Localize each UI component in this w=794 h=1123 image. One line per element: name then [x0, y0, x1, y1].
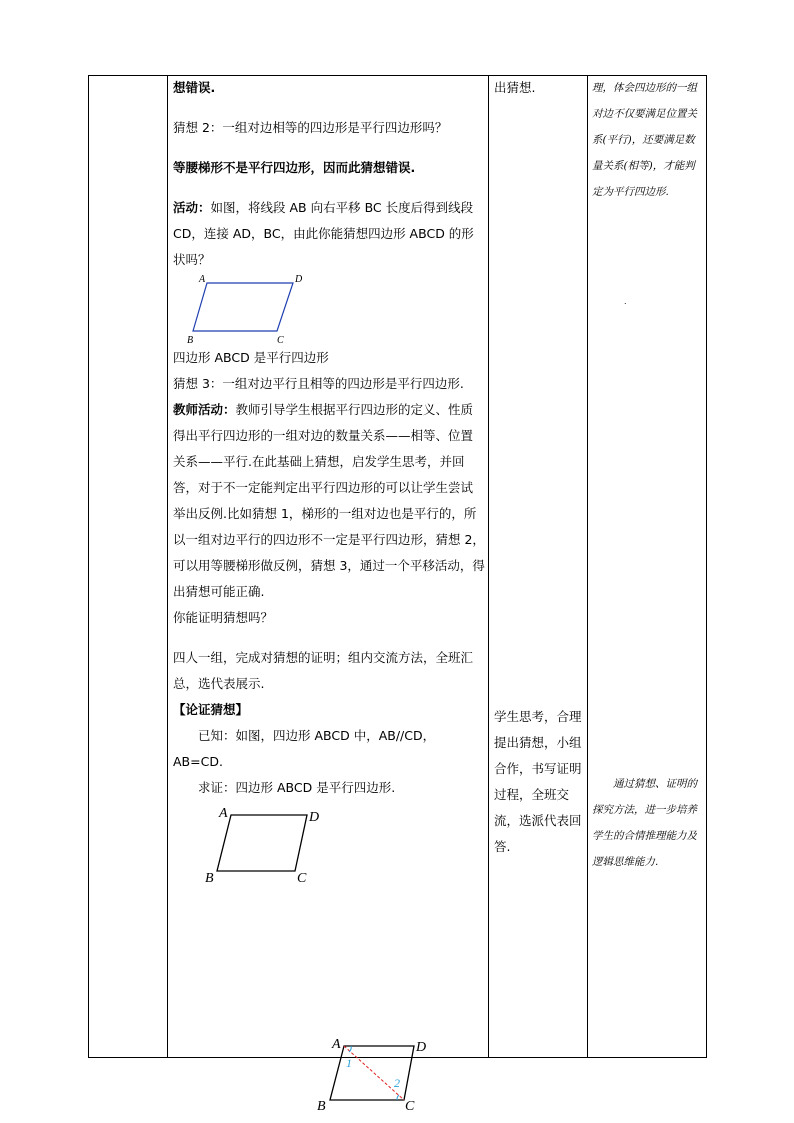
isosceles-trapezoid-note: 等腰梯形不是平行四边形，因而此猜想错误.: [173, 160, 416, 175]
design-intent-top: 理，体会四边形的一组对边不仅要满足位置关系(平行)，还要满足数量关系(相等)，才能判定为平行四边形.: [592, 82, 697, 198]
teaching-content: [173, 75, 485, 885]
angle-mark: [349, 1046, 351, 1052]
previous-conclusion: 想错误.: [173, 80, 216, 95]
vertex-label: A: [199, 274, 206, 285]
angle-mark: [397, 1095, 399, 1100]
activity: [173, 195, 485, 273]
design-intent: 通过猜想、证明的探究方法，进一步培养学生的合情推理能力及逻辑思维能力.: [592, 778, 697, 868]
student-activity-top: 出猜想.: [494, 80, 536, 95]
diagonal-ac: [344, 1046, 404, 1100]
vertex-label: C: [297, 871, 307, 885]
section-title: 【论证猜想】: [173, 702, 249, 717]
parallelogram-shape: [330, 1046, 414, 1100]
vertex-label: D: [309, 810, 320, 825]
parallelogram-shape: [193, 283, 293, 331]
angle-label: 2: [394, 1076, 400, 1090]
column-divider: [167, 75, 168, 1058]
vertex-label: A: [332, 1037, 341, 1052]
activity-label: 活动：: [173, 200, 211, 215]
stray-dot: .: [624, 297, 627, 306]
guess-2: 猜想 2：一组对边相等的四边形是平行四边形吗？: [173, 120, 448, 135]
vertex-label: D: [416, 1040, 426, 1055]
teacher-label: 教师活动：: [173, 402, 236, 417]
activity-text: 如图，将线段 AB 向右平移 BC 长度后得到线段 CD，连接 AD，BC，由此你能猜想四边形 ABCD 的形状吗？: [173, 200, 474, 267]
vertex-label: C: [405, 1099, 415, 1114]
parallelogram-shape: [217, 815, 307, 871]
vertex-label: A: [219, 806, 228, 821]
prove-question: 你能证明猜想吗？: [173, 610, 274, 625]
vertex-label: B: [317, 1099, 326, 1114]
parallelogram-statement: 四边形 ABCD 是平行四边形: [173, 350, 329, 365]
student-activity: 学生思考，合理提出猜想，小组合作，书写证明过程，全班交流，选派代表回答.: [494, 709, 582, 854]
group-task: 四人一组，完成对猜想的证明；组内交流方法，全班汇总，选代表展示.: [173, 650, 474, 691]
teacher-activity: [173, 397, 485, 605]
figure-diagonal: [316, 1034, 426, 1114]
given-statement: 已知：如图，四边形 ABCD 中，AB//CD，AB=CD.: [173, 728, 436, 769]
figure-translation: [185, 273, 305, 345]
vertex-label: D: [295, 274, 303, 285]
vertex-label: B: [187, 335, 194, 345]
teacher-text: 教师引导学生根据平行四边形的定义、性质得出平行四边形的一组对边的数量关系——相等、位置关系——平行.在此基础上猜想，启发学生思考，并回答，对于不一定能判定出平行四边形的可以让学生尝试举出反例.比如猜想 1，梯形的一组对边也是平行的，所以一组对边平行的四边形不一定是平行四边形，猜想 2，可以用等腰梯形做反例，猜想 3，通过一个平移活动，得出猜想可能正确.: [173, 402, 485, 599]
figure-proof: [203, 805, 333, 885]
column-divider: [488, 75, 489, 1058]
vertex-label: C: [277, 335, 284, 345]
column-divider: [587, 75, 588, 1058]
vertex-label: B: [205, 871, 214, 885]
angle-label: 1: [346, 1056, 352, 1070]
guess-3: 猜想 3：一组对边平行且相等的四边形是平行四边形.: [173, 376, 464, 391]
prove-statement: 求证：四边形 ABCD 是平行四边形.: [198, 780, 396, 795]
